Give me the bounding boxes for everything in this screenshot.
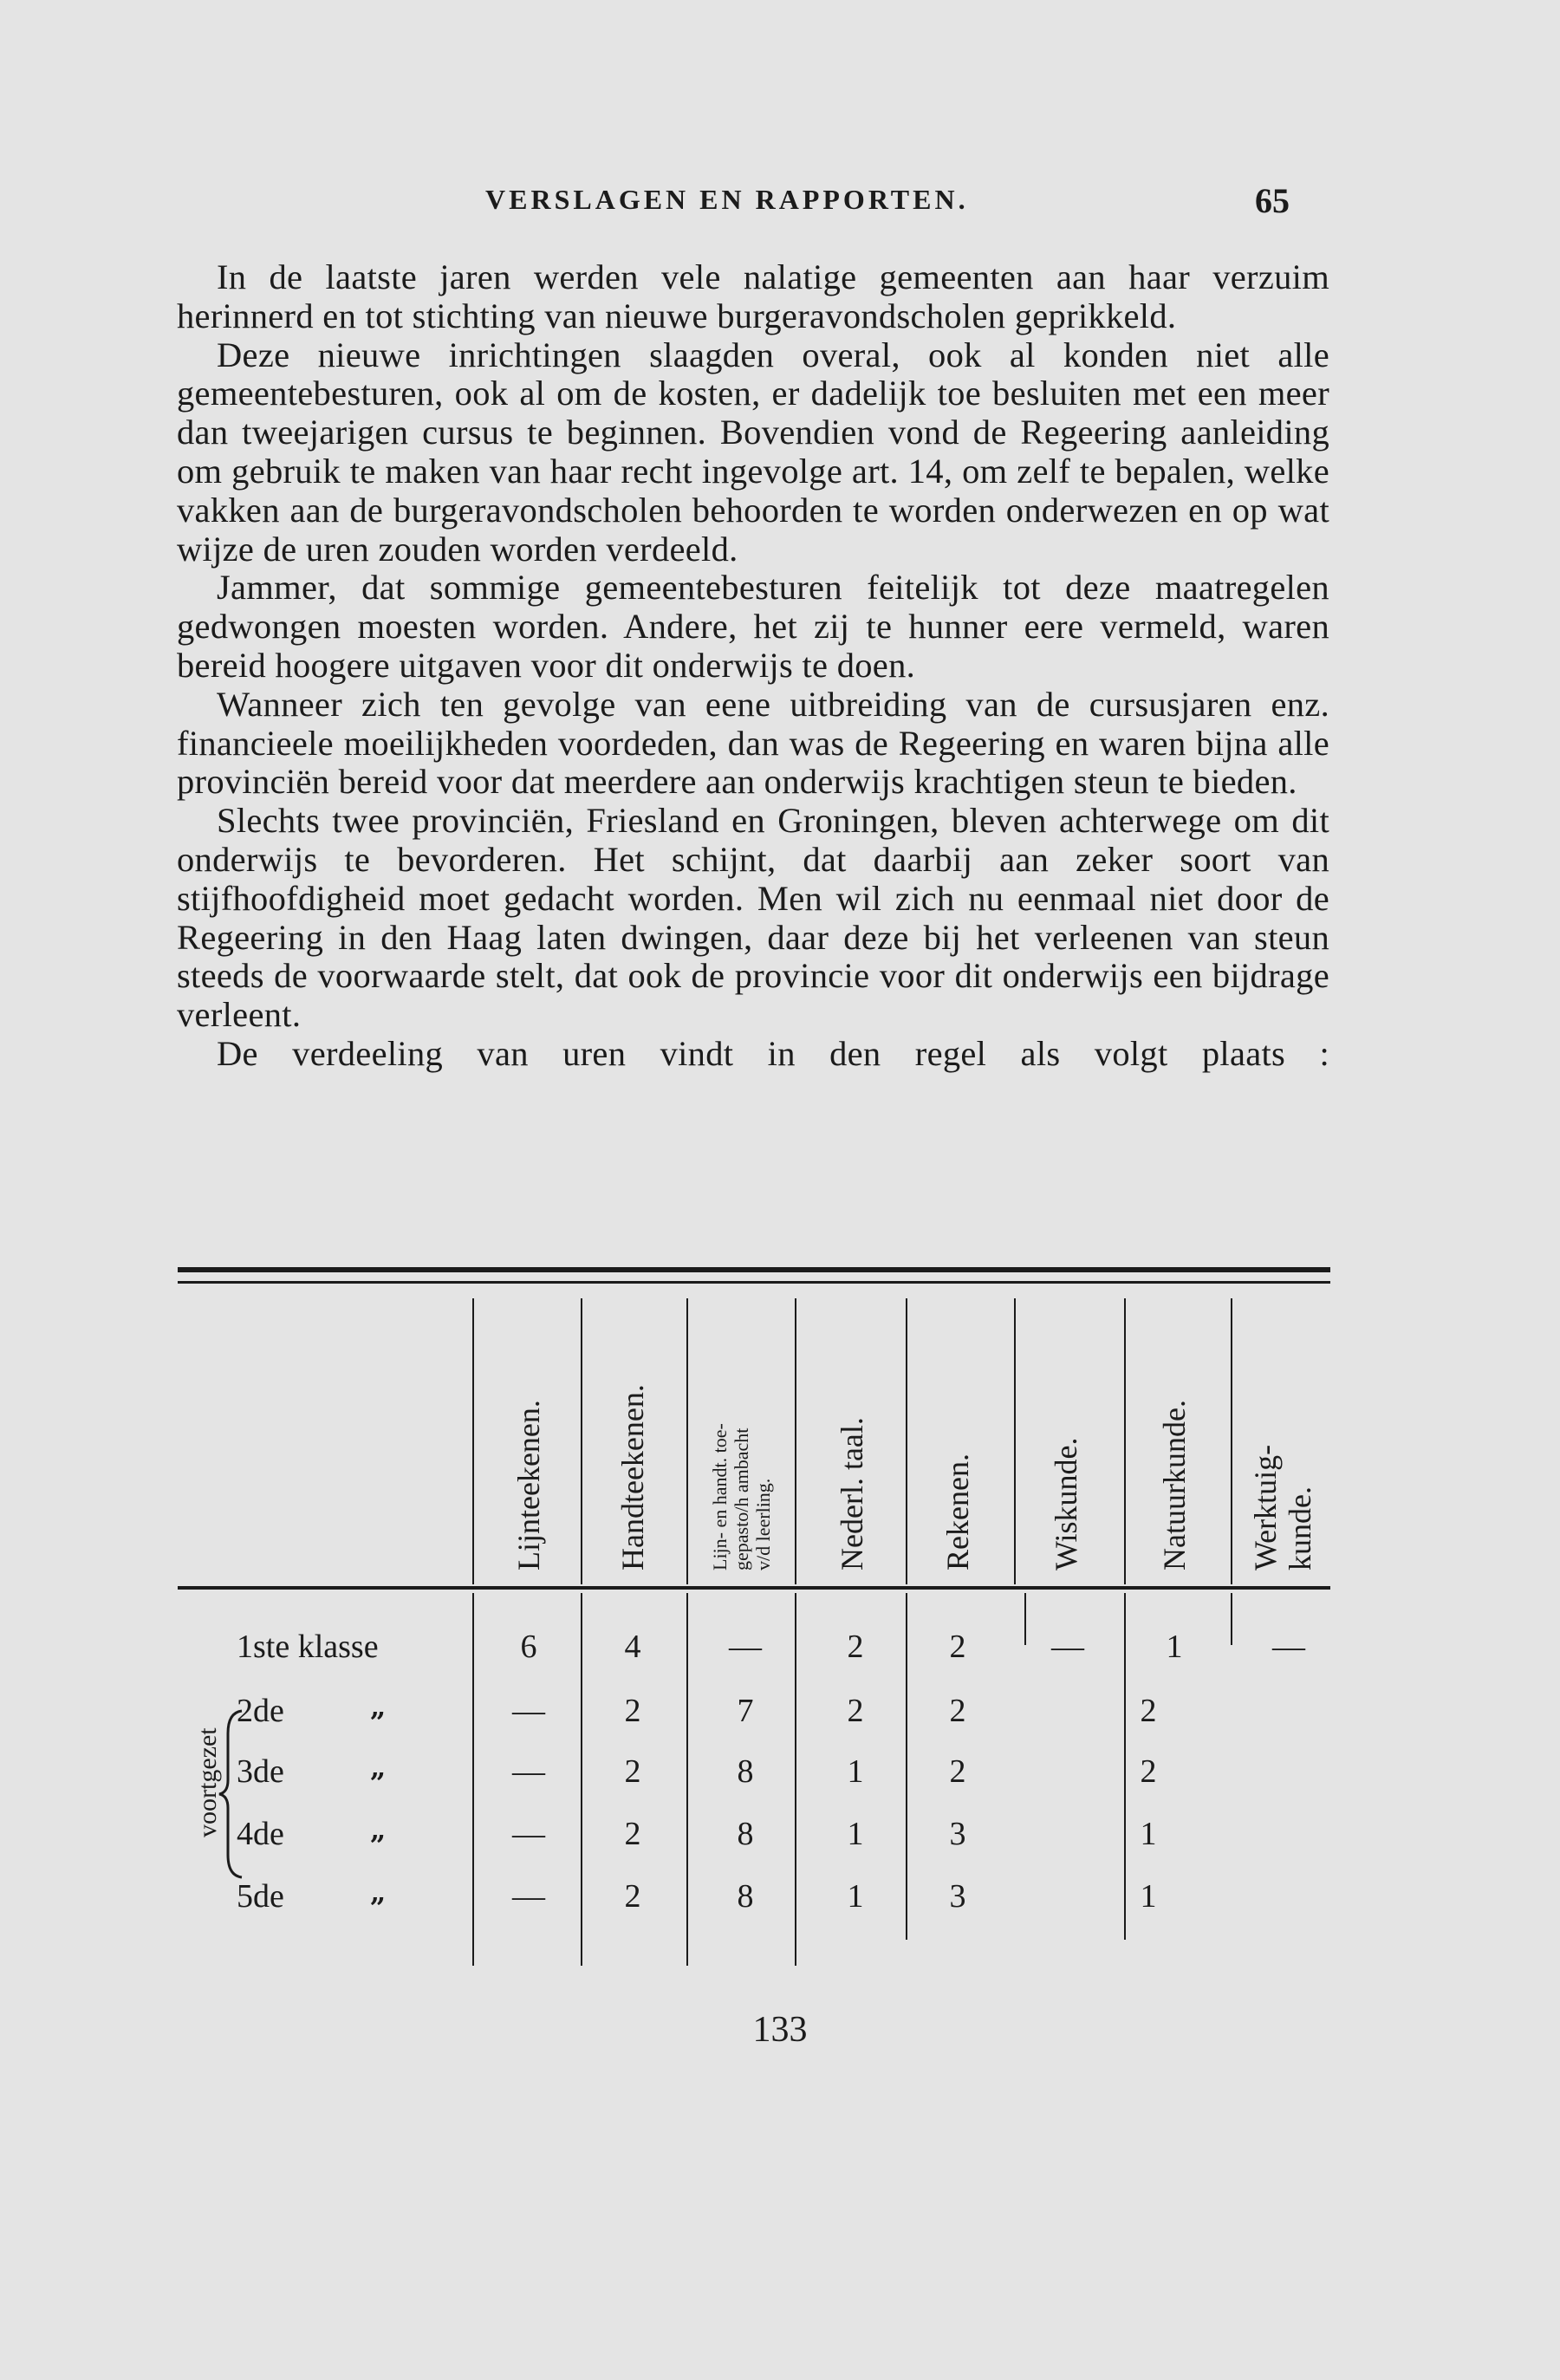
page-number: 65 [1255,181,1290,220]
table-cell: 4 [624,1629,641,1665]
table-cell: 2 [624,1816,641,1852]
table-cell: — [512,1816,545,1852]
column-header: Wiskunde. [1049,1437,1083,1570]
table-cell: 8 [737,1753,754,1790]
column-header: Nederl. taal. [835,1417,869,1570]
ditto-mark: „ [370,1813,387,1846]
table-cell: 6 [520,1629,537,1665]
column-header: Lijnteekenen. [511,1400,546,1570]
running-header [0,180,1560,224]
ditto-mark: „ [370,1690,387,1723]
table-column-divider [686,1593,688,1966]
table-cell: 1 [847,1878,864,1915]
column-header: Rekenen. [940,1453,975,1570]
table-cell: 2 [624,1878,641,1915]
column-header: Werktuig- kunde. [1248,1444,1317,1570]
paragraph: Slechts twee provinciën, Friesland en Groningen, bleven achterwege om dit onderwijs te bevorderen. Het schijnt, dat daarbij aan zeker soort van stijfhoofdigheid moet gedacht worden. Men wil zich nu eenmaal niet door de Regeering in den Haag laten dwingen, daar deze bij het verleenen van steun steeds de voorwaarde stelt, dat ook de provincie voor dit onderwijs een bijdrage verleent. [177,801,1329,1035]
table-rule-top-thin [178,1281,1330,1284]
table-cell: — [512,1753,545,1790]
row-label: 4de [237,1816,284,1852]
table-cell: 7 [737,1693,754,1729]
table-column-divider [686,1298,688,1584]
table-cell: 2 [847,1693,864,1729]
table-cell: — [512,1693,545,1729]
footer-page-number: 133 [752,2010,808,2050]
row-label: 2de [237,1693,284,1729]
paragraph: Jammer, dat sommige gemeentebesturen feitelijk tot deze maatregelen gedwongen moesten worden. Andere, het zij te hunner eere vermeld, waren bereid hoogere uitgaven voor dit onderwijs te doen. [177,568,1329,685]
table-column-divider [472,1298,474,1584]
column-header: Natuurkunde. [1157,1400,1192,1570]
table-column-divider [472,1593,474,1966]
column-header: Handteekenen. [615,1384,650,1570]
table-cell: 3 [949,1816,966,1852]
table-cell: 2 [624,1753,641,1790]
table-cell: 2 [949,1629,966,1665]
table-cell: 8 [737,1878,754,1915]
table-cell: — [729,1629,762,1665]
row-label: 3de [237,1753,284,1790]
table-cell: 1 [847,1753,864,1790]
table-cell: 2 [624,1693,641,1729]
ditto-mark: „ [370,1751,387,1784]
body-text [177,258,1329,1074]
table-cell: 1 [1140,1816,1157,1852]
paragraph: Deze nieuwe inrichtingen slaagden overal, ook al konden niet alle gemeentebesturen, ook al om de kosten, er dadelijk toe besluiten met een meer dan tweejarigen cursus te beginnen. Bovendien vond de Regeering aanleiding om gebruik te maken van haar recht ingevolge art. 14, om zelf te bepalen, welke vakken aan de burgeravondscholen behoorden te worden onderwezen en op wat wijze de uren zouden worden verdeeld. [177,335,1329,569]
table-rule-top [178,1267,1330,1272]
ditto-mark: „ [370,1876,387,1909]
paragraph: In de laatste jaren werden vele nalatige gemeenten aan haar verzuim herinnerd en tot stichting van nieuwe burgeravondscholen geprikkeld. [177,257,1329,335]
table-cell: 2 [949,1753,966,1790]
table-cell: — [1272,1629,1305,1665]
row-label: 5de [237,1878,284,1915]
column-header: Lijn- en handt. toe- gepasto/h ambacht v/d leerling. [708,1423,774,1570]
table-cell: 2 [847,1629,864,1665]
table-cell: 1 [1140,1878,1157,1915]
table-cell: — [512,1878,545,1915]
paragraph: De verdeeling van uren vindt in den regel als volgt plaats : [217,1033,1329,1073]
table-column-divider [795,1298,796,1584]
table-cell: 1 [1166,1629,1183,1665]
table-cell: 2 [949,1693,966,1729]
table-rule-header [178,1586,1330,1590]
table-cell: — [1051,1629,1084,1665]
brace-icon [216,1707,250,1881]
table-cell: 2 [1140,1693,1157,1729]
running-title: VERSLAGEN EN RAPPORTEN. [485,184,969,215]
table-cell: 3 [949,1878,966,1915]
table-column-divider [906,1593,907,1940]
table-cell: 2 [1140,1753,1157,1790]
row-label: 1ste klasse [237,1629,379,1665]
hours-table [178,1267,1330,1978]
table-column-divider [581,1593,582,1966]
table-cell: 8 [737,1816,754,1852]
table-column-divider [1231,1593,1232,1645]
table-cell: 1 [847,1816,864,1852]
table-column-divider [795,1593,796,1966]
group-label: voortgezet [193,1727,222,1837]
paragraph: Wanneer zich ten gevolge van eene uitbreiding van de cursusjaren enz. financieele moeilijkheden voordeden, dan was de Regeering en waren bijna alle provinciën bereid voor dat meerdere aan onderwijs krachtigen steun te bieden. [177,684,1329,802]
